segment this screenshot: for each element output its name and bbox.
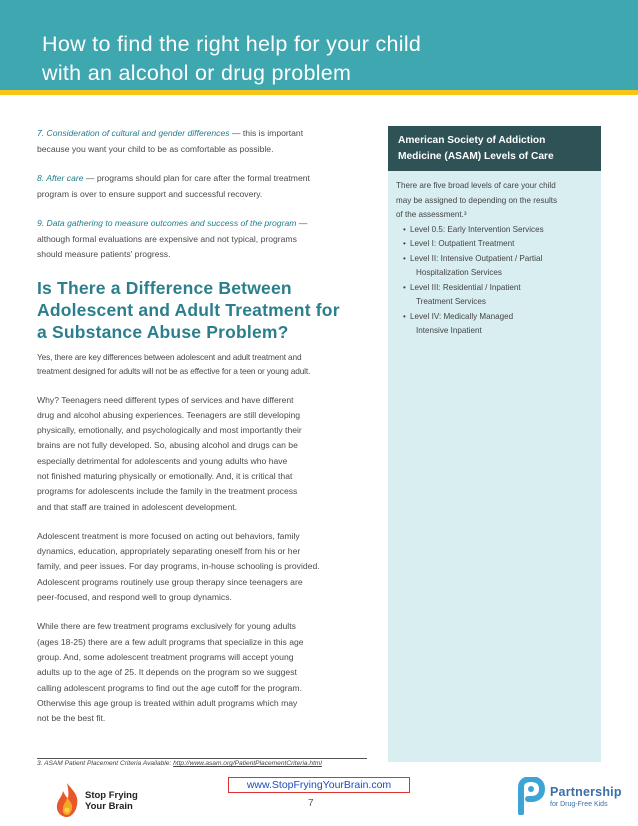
- criterion-item: [37, 126, 377, 157]
- care-level-item: [396, 237, 593, 252]
- care-level-item: [396, 252, 593, 281]
- care-levels-list: [396, 223, 593, 339]
- body-line: While there are few treatment programs exclusively for young adults: [37, 621, 296, 632]
- asam-sidebar: [388, 126, 601, 762]
- logo-text-line: Stop Frying: [85, 790, 138, 801]
- footnote-divider: [37, 758, 367, 759]
- sidebar-intro-line: of the assessment.³: [396, 210, 467, 219]
- body-line: not be the best fit.: [37, 713, 106, 724]
- body-line: physically, emotionally, and psychologically and most importantly their: [37, 425, 302, 436]
- care-level-label: • Level 0.5: Early Intervention Services: [410, 224, 544, 234]
- body-line: dynamics, education, appropriately separating oneself from his or her: [37, 546, 301, 557]
- partnership-name: Partnership: [550, 785, 622, 799]
- body-line: Otherwise this age group is treated within adult programs which may: [37, 697, 298, 708]
- body-line: drug and alcohol abusing experiences. Teenagers are still developing: [37, 409, 301, 420]
- criterion-item: [37, 171, 377, 202]
- body-line: family, and peer issues. For day programs, in-house schooling is provided.: [37, 561, 320, 572]
- body-line: peer-focused, and respond well to group dynamics.: [37, 592, 232, 603]
- stop-frying-your-brain-logo: [51, 780, 151, 820]
- criterion-item: [37, 216, 377, 263]
- footnote: [37, 760, 322, 767]
- body-line: brains are not fully developed. So, abusing alcohol and drugs can be: [37, 440, 298, 451]
- footnote-link[interactable]: http://www.asam.org/PatientPlacementCriteria.html: [173, 760, 322, 767]
- body-line: not finished maturing physically or emotionally. And, it is critical that: [37, 470, 293, 481]
- section-heading-line: a Substance Abuse Problem?: [37, 321, 289, 342]
- body-line: treatment designed for adults will not be as effective for a teen or young adult.: [37, 366, 311, 376]
- sidebar-body: [388, 171, 601, 339]
- criterion-text: should measure patients' progress.: [37, 249, 171, 259]
- header-accent-stripe: [0, 90, 638, 95]
- care-level-label-cont: Treatment Services: [416, 297, 486, 306]
- body-line: Adolescent treatment is more focused on acting out behaviors, family: [37, 530, 300, 541]
- criterion-lead: 9. Data gathering to measure outcomes and success of the program: [37, 218, 297, 228]
- body-paragraph: [37, 619, 377, 726]
- sidebar-title-line: Medicine (ASAM) Levels of Care: [398, 151, 554, 162]
- logo-text-line: Your Brain: [85, 801, 133, 812]
- criterion-text: — programs should plan for care after the formal treatment: [83, 173, 310, 183]
- page-title-line: with an alcohol or drug problem: [42, 61, 352, 85]
- body-line: programs for adolescents include the family in the treatment process: [37, 486, 298, 497]
- sidebar-intro-line: may be assigned to depending on the results: [396, 195, 558, 205]
- body-paragraph: [37, 350, 377, 379]
- section-heading-line: Adolescent and Adult Treatment for: [37, 299, 340, 320]
- section-heading: [37, 277, 377, 343]
- care-level-label: • Level III: Residential / Inpatient: [410, 282, 521, 292]
- body-line: (ages 18-25) there are a few adult programs that specialize in this age: [37, 636, 304, 647]
- sidebar-intro-line: There are five broad levels of care your child: [396, 181, 556, 190]
- criterion-lead: 8. After care: [37, 173, 84, 183]
- criterion-text: program is over to ensure support and successful recovery.: [37, 188, 263, 199]
- care-level-label-cont: Intensive Inpatient: [416, 326, 482, 335]
- criterion-text: because you want your child to be as comfortable as possible.: [37, 143, 274, 154]
- partnership-p-icon: [516, 777, 546, 815]
- body-line: calling adolescent programs to find out the age cutoff for the program.: [37, 682, 302, 693]
- page-header: [0, 0, 638, 90]
- body-line: adults up to the age of 25. It depends on the program so we suggest: [37, 667, 297, 678]
- body-line: Yes, there are key differences between adolescent and adult treatment and: [37, 351, 302, 362]
- footnote-text: 3. ASAM Patient Placement Criteria Available:: [37, 760, 174, 767]
- body-paragraph: [37, 529, 377, 605]
- partnership-tagline: for Drug-Free Kids: [550, 801, 608, 808]
- sidebar-title-line: American Society of Addiction: [398, 135, 546, 146]
- care-level-label-cont: Hospitalization Services: [416, 268, 502, 277]
- criterion-text: although formal evaluations are expensive and not typical, programs: [37, 233, 297, 244]
- body-line: Adolescent programs routinely use group therapy since teenagers are: [37, 576, 303, 587]
- body-line: especially detrimental for adolescents and young adults who have: [37, 455, 288, 466]
- criterion-lead: 7. Consideration of cultural and gender differences: [37, 128, 230, 138]
- care-level-item: [396, 223, 593, 238]
- body-line: and that staff are trained in adolescent development.: [37, 501, 238, 512]
- website-link[interactable]: www.StopFryingYourBrain.com: [228, 777, 410, 793]
- page-title: [42, 30, 602, 88]
- page-number: 7: [308, 798, 314, 809]
- sidebar-title: [388, 126, 601, 171]
- section-heading-line: Is There a Difference Between: [37, 277, 292, 298]
- partnership-logo: [516, 776, 628, 816]
- body-paragraph: [37, 393, 377, 515]
- care-level-label: • Level I: Outpatient Treatment: [410, 239, 515, 248]
- main-column: [37, 126, 377, 740]
- care-level-item: [396, 281, 593, 310]
- care-level-label: • Level IV: Medically Managed: [410, 311, 514, 321]
- body-line: group. And, some adolescent treatment programs will accept young: [37, 651, 294, 662]
- body-line: Why? Teenagers need different types of services and have different: [37, 394, 294, 405]
- criterion-text: — this is important: [229, 128, 304, 138]
- criterion-text: —: [296, 218, 308, 228]
- care-level-item: [396, 310, 593, 339]
- care-level-label: • Level II: Intensive Outpatient / Partial: [410, 253, 543, 263]
- flame-icon: [51, 781, 83, 819]
- page-title-line: How to find the right help for your child: [42, 32, 422, 56]
